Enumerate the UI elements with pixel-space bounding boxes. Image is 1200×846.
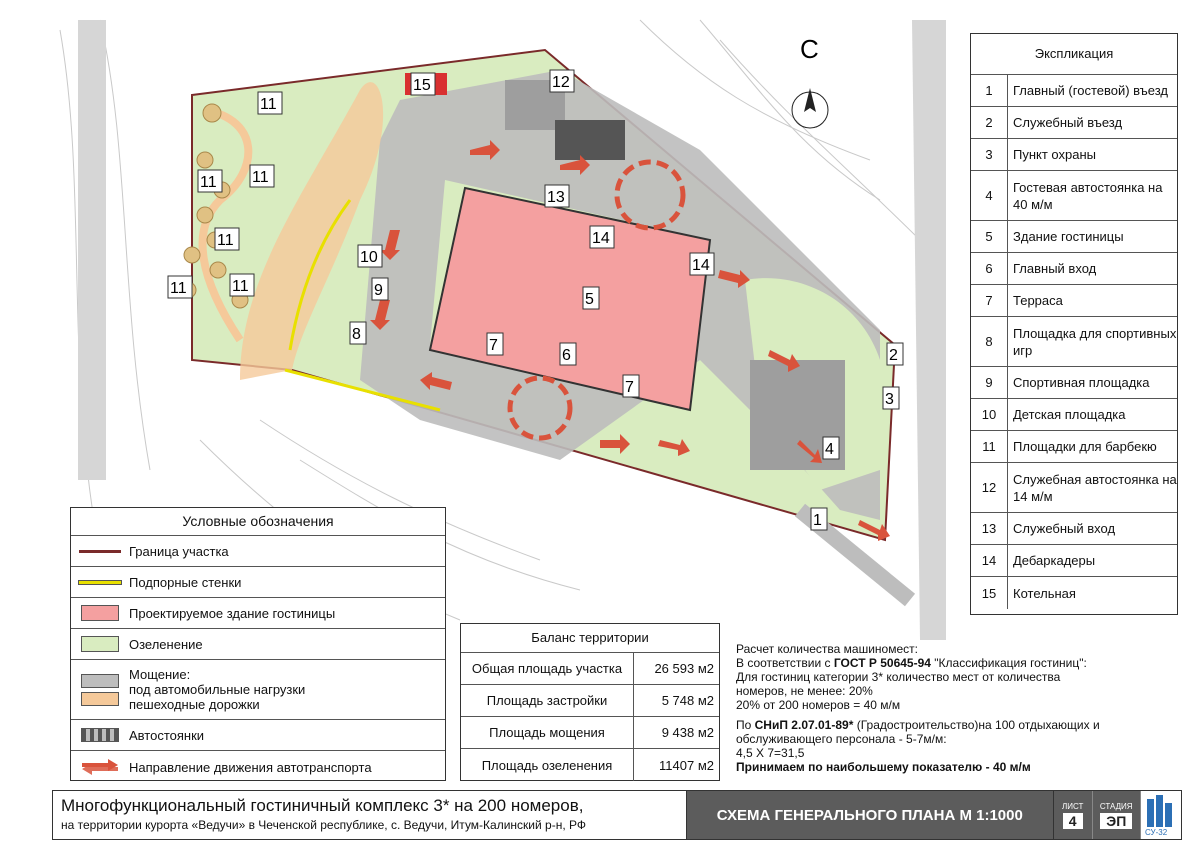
traffic-arrow-icon [80, 758, 120, 776]
explication-text: Пункт охраны [1013, 147, 1096, 162]
legend-row-hotel [71, 598, 445, 629]
explication-number: 14 [971, 545, 1008, 576]
svg-text:СУ-32: СУ-32 [1145, 828, 1168, 837]
explication-number: 11 [971, 431, 1008, 462]
explication-number: 7 [971, 285, 1008, 316]
label-8: 8 [352, 326, 361, 343]
parking-icon [81, 728, 119, 742]
explication-row [971, 367, 1177, 399]
calc-line: Для гостиниц категории 3* количество мест от количества [736, 670, 1061, 684]
balance-value: 5 748 м2 [661, 693, 714, 708]
legend-row-boundary [71, 536, 445, 567]
label-11f: 11 [232, 278, 249, 295]
road-strip-west [78, 20, 106, 480]
calc-line: номеров, не менее: 20% [736, 684, 873, 698]
explication-number: 13 [971, 513, 1008, 544]
legend-label: Подпорные стенки [129, 574, 242, 590]
explication-row [971, 577, 1177, 609]
explication-number: 10 [971, 399, 1008, 430]
explication-row [971, 171, 1177, 221]
explication-text: Служебный вход [1013, 521, 1116, 536]
explication-number: 12 [971, 463, 1008, 512]
hotel-fill-icon [81, 605, 119, 621]
explication-row [971, 431, 1177, 463]
stage-value: ЭП [1100, 813, 1132, 829]
explication-text: Главный (гостевой) въезд [1013, 83, 1168, 98]
label-13: 13 [547, 189, 565, 206]
balance-table [460, 623, 720, 781]
explication-text: Площадка для спортивных игр [1013, 325, 1177, 358]
balance-value: 11407 м2 [659, 757, 714, 773]
sheet-name: СХЕМА ГЕНЕРАЛЬНОГО ПЛАНА М 1:1000 [687, 791, 1054, 839]
explication-number: 4 [971, 171, 1008, 220]
explication-text: Служебный въезд [1013, 115, 1123, 130]
explication-text: Главный вход [1013, 261, 1097, 276]
label-5: 5 [585, 291, 594, 308]
title-block [52, 790, 1182, 840]
legend-label: Проектируемое здание гостиницы [129, 605, 336, 621]
explication-row [971, 253, 1177, 285]
balance-row [461, 749, 719, 781]
legend-label: Автостоянки [129, 727, 205, 743]
stage-cell [1093, 791, 1142, 839]
label-7b: 7 [625, 379, 634, 396]
explication-text: Гостевая автостоянка на 40 м/м [1013, 179, 1163, 212]
explication-number: 2 [971, 107, 1008, 138]
calc-line: 4,5 Х 7=31,5 [736, 746, 805, 760]
calc-conclusion: Принимаем по наибольшему показателю - 40 м/м [736, 760, 1031, 774]
explication-text: Терраса [1013, 293, 1063, 308]
legend-table [70, 507, 446, 781]
balance-title: Баланс территории [461, 624, 719, 653]
explication-row [971, 139, 1177, 171]
explication-row [971, 545, 1177, 577]
explication-number: 5 [971, 221, 1008, 252]
label-12: 12 [552, 74, 570, 91]
label-14a: 14 [592, 230, 610, 247]
retaining-wall-icon [78, 580, 122, 585]
label-11d: 11 [217, 232, 234, 249]
balance-row [461, 685, 719, 717]
sheet-number: 4 [1063, 813, 1083, 829]
label-14b: 14 [692, 257, 710, 274]
legend-row-parking [71, 720, 445, 751]
service-parking-2 [555, 120, 625, 160]
north-label: С [800, 34, 819, 64]
explication-number: 6 [971, 253, 1008, 284]
road-strip-east [912, 20, 946, 640]
sheet-caption: ЛИСТ [1061, 801, 1084, 811]
explication-number: 15 [971, 577, 1008, 609]
balance-label: Площадь озеленения [461, 749, 634, 781]
explication-number: 9 [971, 367, 1008, 398]
explication-text: Детская площадка [1013, 407, 1126, 422]
label-2: 2 [889, 347, 898, 364]
balance-label: Площадь мощения [461, 717, 634, 748]
project-subtitle: на территории курорта «Ведучи» в Чеченской республике, с. Ведучи, Итум-Калинский р-н, РФ [61, 818, 586, 832]
explication-row [971, 399, 1177, 431]
explication-number: 1 [971, 75, 1008, 106]
explication-title: Экспликация [971, 34, 1177, 75]
boundary-line-icon [79, 550, 121, 553]
label-10: 10 [360, 249, 378, 266]
sheet-number-cell [1054, 791, 1093, 839]
calc-line: обслуживающего персонала - 5-7м/м: [736, 732, 947, 746]
label-11b: 11 [200, 174, 217, 191]
label-9: 9 [374, 282, 383, 299]
explication-text: Дебаркадеры [1013, 553, 1096, 568]
explication-text: Спортивная площадка [1013, 375, 1150, 390]
company-logo-icon [1141, 791, 1181, 839]
legend-row-paving [71, 660, 445, 720]
explication-text: Здание гостиницы [1013, 229, 1124, 244]
explication-row [971, 513, 1177, 545]
label-3: 3 [885, 391, 894, 408]
explication-row [971, 317, 1177, 367]
label-1: 1 [813, 512, 822, 529]
legend-row-greenery [71, 629, 445, 660]
legend-row-traffic [71, 751, 445, 783]
explication-row [971, 107, 1177, 139]
explication-table [970, 33, 1178, 615]
balance-value: 26 593 м2 [654, 661, 714, 676]
explication-text: Котельная [1013, 585, 1076, 601]
parking-calculation [736, 642, 1156, 774]
road-paving-icon [81, 674, 119, 688]
calc-line: В соответствии с ГОСТ Р 50645-94 "Классификация гостиниц": [736, 656, 1087, 670]
legend-label: Озеленение [129, 636, 203, 652]
explication-row [971, 463, 1177, 513]
balance-label: Площадь застройки [461, 685, 634, 716]
balance-row [461, 653, 719, 685]
explication-text: Служебная автостоянка на 14 м/м [1013, 471, 1177, 504]
calc-line: 20% от 200 номеров = 40 м/м [736, 698, 901, 712]
balance-row [461, 717, 719, 749]
explication-number: 3 [971, 139, 1008, 170]
legend-label: Мощение: [129, 667, 191, 682]
balance-value: 9 438 м2 [661, 725, 714, 740]
label-15: 15 [413, 77, 431, 94]
legend-label: Граница участка [129, 543, 229, 559]
legend-sub2: пешеходные дорожки [129, 697, 260, 712]
label-7a: 7 [489, 337, 498, 354]
legend-sub1: под автомобильные нагрузки [129, 682, 306, 697]
explication-number: 8 [971, 317, 1008, 366]
project-title: Многофункциональный гостиничный комплекс 3* на 200 номеров, [61, 796, 584, 815]
legend-title: Условные обозначения [71, 508, 445, 536]
label-6: 6 [562, 347, 571, 364]
stage-caption: СТАДИЯ [1099, 801, 1133, 811]
path-paving-icon [81, 692, 119, 706]
label-4: 4 [825, 441, 834, 458]
legend-label: Направление движения автотранспорта [129, 759, 372, 775]
greenery-fill-icon [81, 636, 119, 652]
calc-line: Расчет количества машиномест: [736, 642, 918, 656]
label-11c: 11 [252, 169, 269, 186]
label-11e: 11 [170, 280, 187, 297]
explication-row [971, 221, 1177, 253]
balance-label: Общая площадь участка [461, 653, 634, 684]
legend-row-retaining [71, 567, 445, 598]
explication-row [971, 75, 1177, 107]
calc-line: По СНиП 2.07.01-89* (Градостроительство)на 100 отдыхающих и [736, 718, 1100, 732]
explication-text: Площадки для барбекю [1013, 439, 1157, 454]
explication-row [971, 285, 1177, 317]
label-11a: 11 [260, 96, 277, 113]
